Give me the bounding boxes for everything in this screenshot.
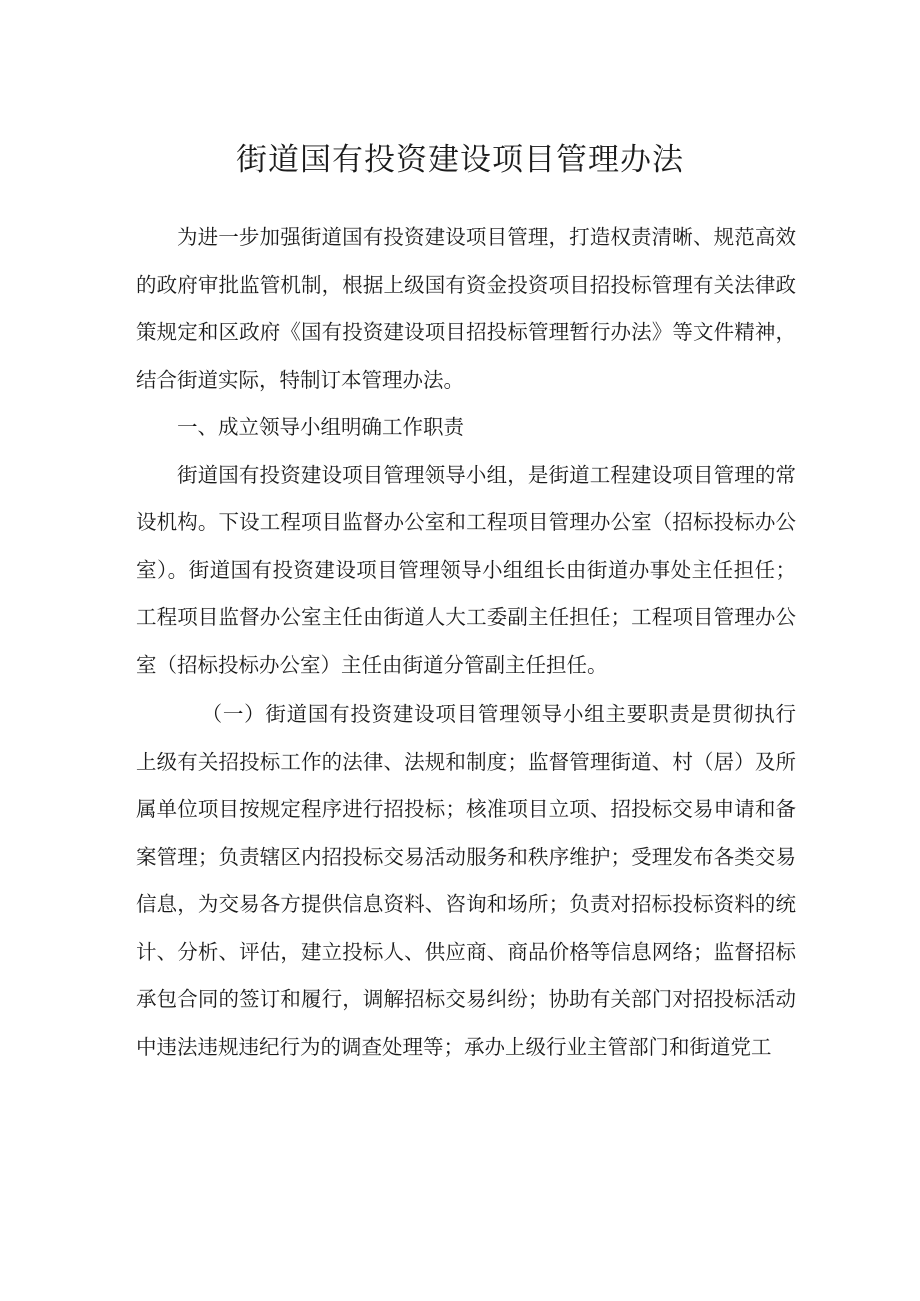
section-heading-1: 一、成立领导小组明确工作职责 <box>177 415 464 439</box>
document-title: 街道国有投资建设项目管理办法 <box>236 142 684 178</box>
paragraph-leadership-group: 街道国有投资建设项目管理领导小组，是街道工程建设项目管理的常设机构。下设工程项目监督办公室和工程项目管理办公室（招标投标办公室）。街道国有投资建设项目管理领导小组组长由街道办事处主任担任；工程项目监督办公室主任由街道人大工委副主任担任；工程项目管理办公室（招标投标办公室）主任由街道分管副主任担任。 <box>136 462 796 677</box>
document-body <box>136 214 796 1071</box>
paragraph-intro: 为进一步加强街道国有投资建设项目管理，打造权责清晰、规范高效的政府审批监管机制，根据上级国有资金投资项目招投标管理有关法律政策规定和区政府《国有投资建设项目招投标管理暂行办法》等文件精神，结合街道实际，特制订本管理办法。 <box>136 225 796 392</box>
paragraph-duties: （一）街道国有投资建设项目管理领导小组主要职责是贯彻执行上级有关招投标工作的法律、法规和制度；监督管理街道、村（居）及所属单位项目按规定程序进行招投标；核准项目立项、招投标交易申请和备案管理；负责辖区内招投标交易活动服务和秩序维护；受理发布各类交易信息，为交易各方提供信息资料、咨询和场所；负责对招标投标资料的统计、分析、评估，建立投标人、供应商、商品价格等信息网络；监督招标承包合同的签订和履行，调解招标交易纠纷；协助有关部门对招投标活动中违法违规违纪行为的调查处理等；承办上级行业主管部门和街道党工 <box>136 702 796 1059</box>
